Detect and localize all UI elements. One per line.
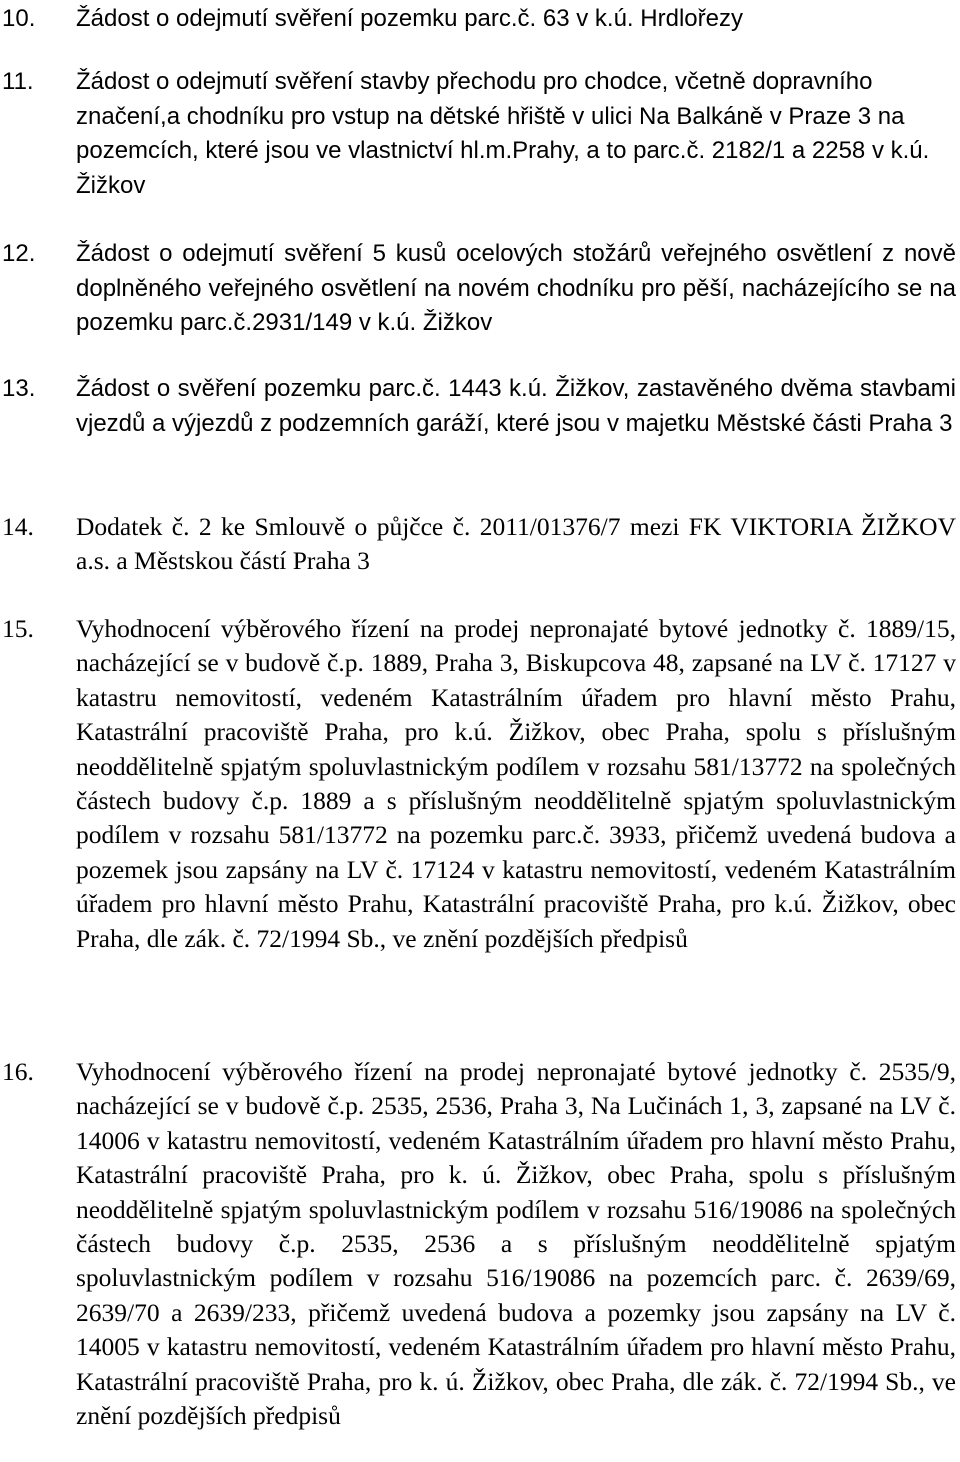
item-number: 15.	[2, 614, 34, 643]
item-text: Žádost o svěření pozemku parc.č. 1443 k.ú. Žižkov, zastavěného dvěma stavbami vjezdů a výjezdů z podzemních garáží, které jsou v majetku Městské části Praha 3	[76, 375, 956, 437]
item-number: 11.	[2, 68, 34, 95]
item-number: 12.	[2, 240, 36, 267]
item-text: Dodatek č. 2 ke Smlouvě o půjčce č. 2011/01376/7 mezi FK VIKTORIA ŽIŽKOV a.s. a Městskou částí Praha 3	[76, 512, 956, 576]
item-number: 14.	[2, 512, 34, 541]
item-number: 13.	[2, 375, 36, 402]
item-text: Žádost o odejmutí svěření pozemku parc.č. 63 v k.ú. Hrdlořezy	[76, 5, 743, 32]
item-text: Vyhodnocení výběrového řízení na prodej nepronajaté bytové jednotky č. 1889/15, nacházející se v budově č.p. 1889, Praha 3, Biskupcova 48, zapsané na LV č. 17127 v katastru nemovitostí, vedeném Katastrálním úřadem pro hlavní město Prahu, Katastrální pracoviště Praha, pro k.ú. Žižkov, obec Praha, spolu s příslušným neoddělitelně spjatým spoluvlastnickým podílem v rozsahu 581/13772 na společných částech budovy č.p. 1889 a s příslušným neoddělitelně spjatým spoluvlastnickým podílem v rozsahu 581/13772 na pozemku parc.č. 3933, přičemž uvedená budova a pozemek jsou zapsány na LV č. 17124 v katastru nemovitostí, vedeném Katastrálním úřadem pro hlavní město Prahu, Katastrální pracoviště Praha, pro k.ú. Žižkov, obec Praha, dle zák. č. 72/1994 Sb., ve znění pozdějších předpisů	[76, 614, 956, 953]
item-text: Vyhodnocení výběrového řízení na prodej nepronajaté bytové jednotky č. 2535/9, nacházející se v budově č.p. 2535, 2536, Praha 3, Na Lučinách 1, 3, zapsané na LV č. 14006 v katastru nemovitostí, vedeném Katastrálním úřadem pro hlavní město Prahu, Katastrální pracoviště Praha, pro k. ú. Žižkov, obec Praha, spolu s příslušným neoddělitelně spjatým spoluvlastnickým podílem v rozsahu 516/19086 na společných částech budovy č.p. 2535, 2536 a s příslušným neoddělitelně spjatým spoluvlastnickým podílem v rozsahu 516/19086 na pozemcích parc. č. 2639/69, 2639/70 a 2639/233, přičemž uvedená budova a pozemky jsou zapsány na LV č. 14005 v katastru nemovitostí, vedeném Katastrálním úřadem pro hlavní město Prahu, Katastrální pracoviště Praha, pro k. ú. Žižkov, obec Praha, dle zák. č. 72/1994 Sb., ve znění pozdějších předpisů	[76, 1057, 956, 1431]
item-text: Žádost o odejmutí svěření 5 kusů ocelových stožárů veřejného osvětlení z nově doplněného veřejného osvětlení na novém chodníku pro pěší, nacházejícího se na pozemku parc.č.2931/149 v k.ú. Žižkov	[76, 240, 956, 336]
item-number: 16.	[2, 1057, 34, 1086]
item-text: Žádost o odejmutí svěření stavby přechodu pro chodce, včetně dopravního značení,a chodníku pro vstup na dětské hřiště v ulici Na Balkáně v Praze 3 na pozemcích, které jsou ve vlastnictví hl.m.Prahy, a to parc.č. 2182/1 a 2258 v k.ú. Žižkov	[76, 68, 930, 199]
item-number: 10.	[2, 5, 36, 32]
